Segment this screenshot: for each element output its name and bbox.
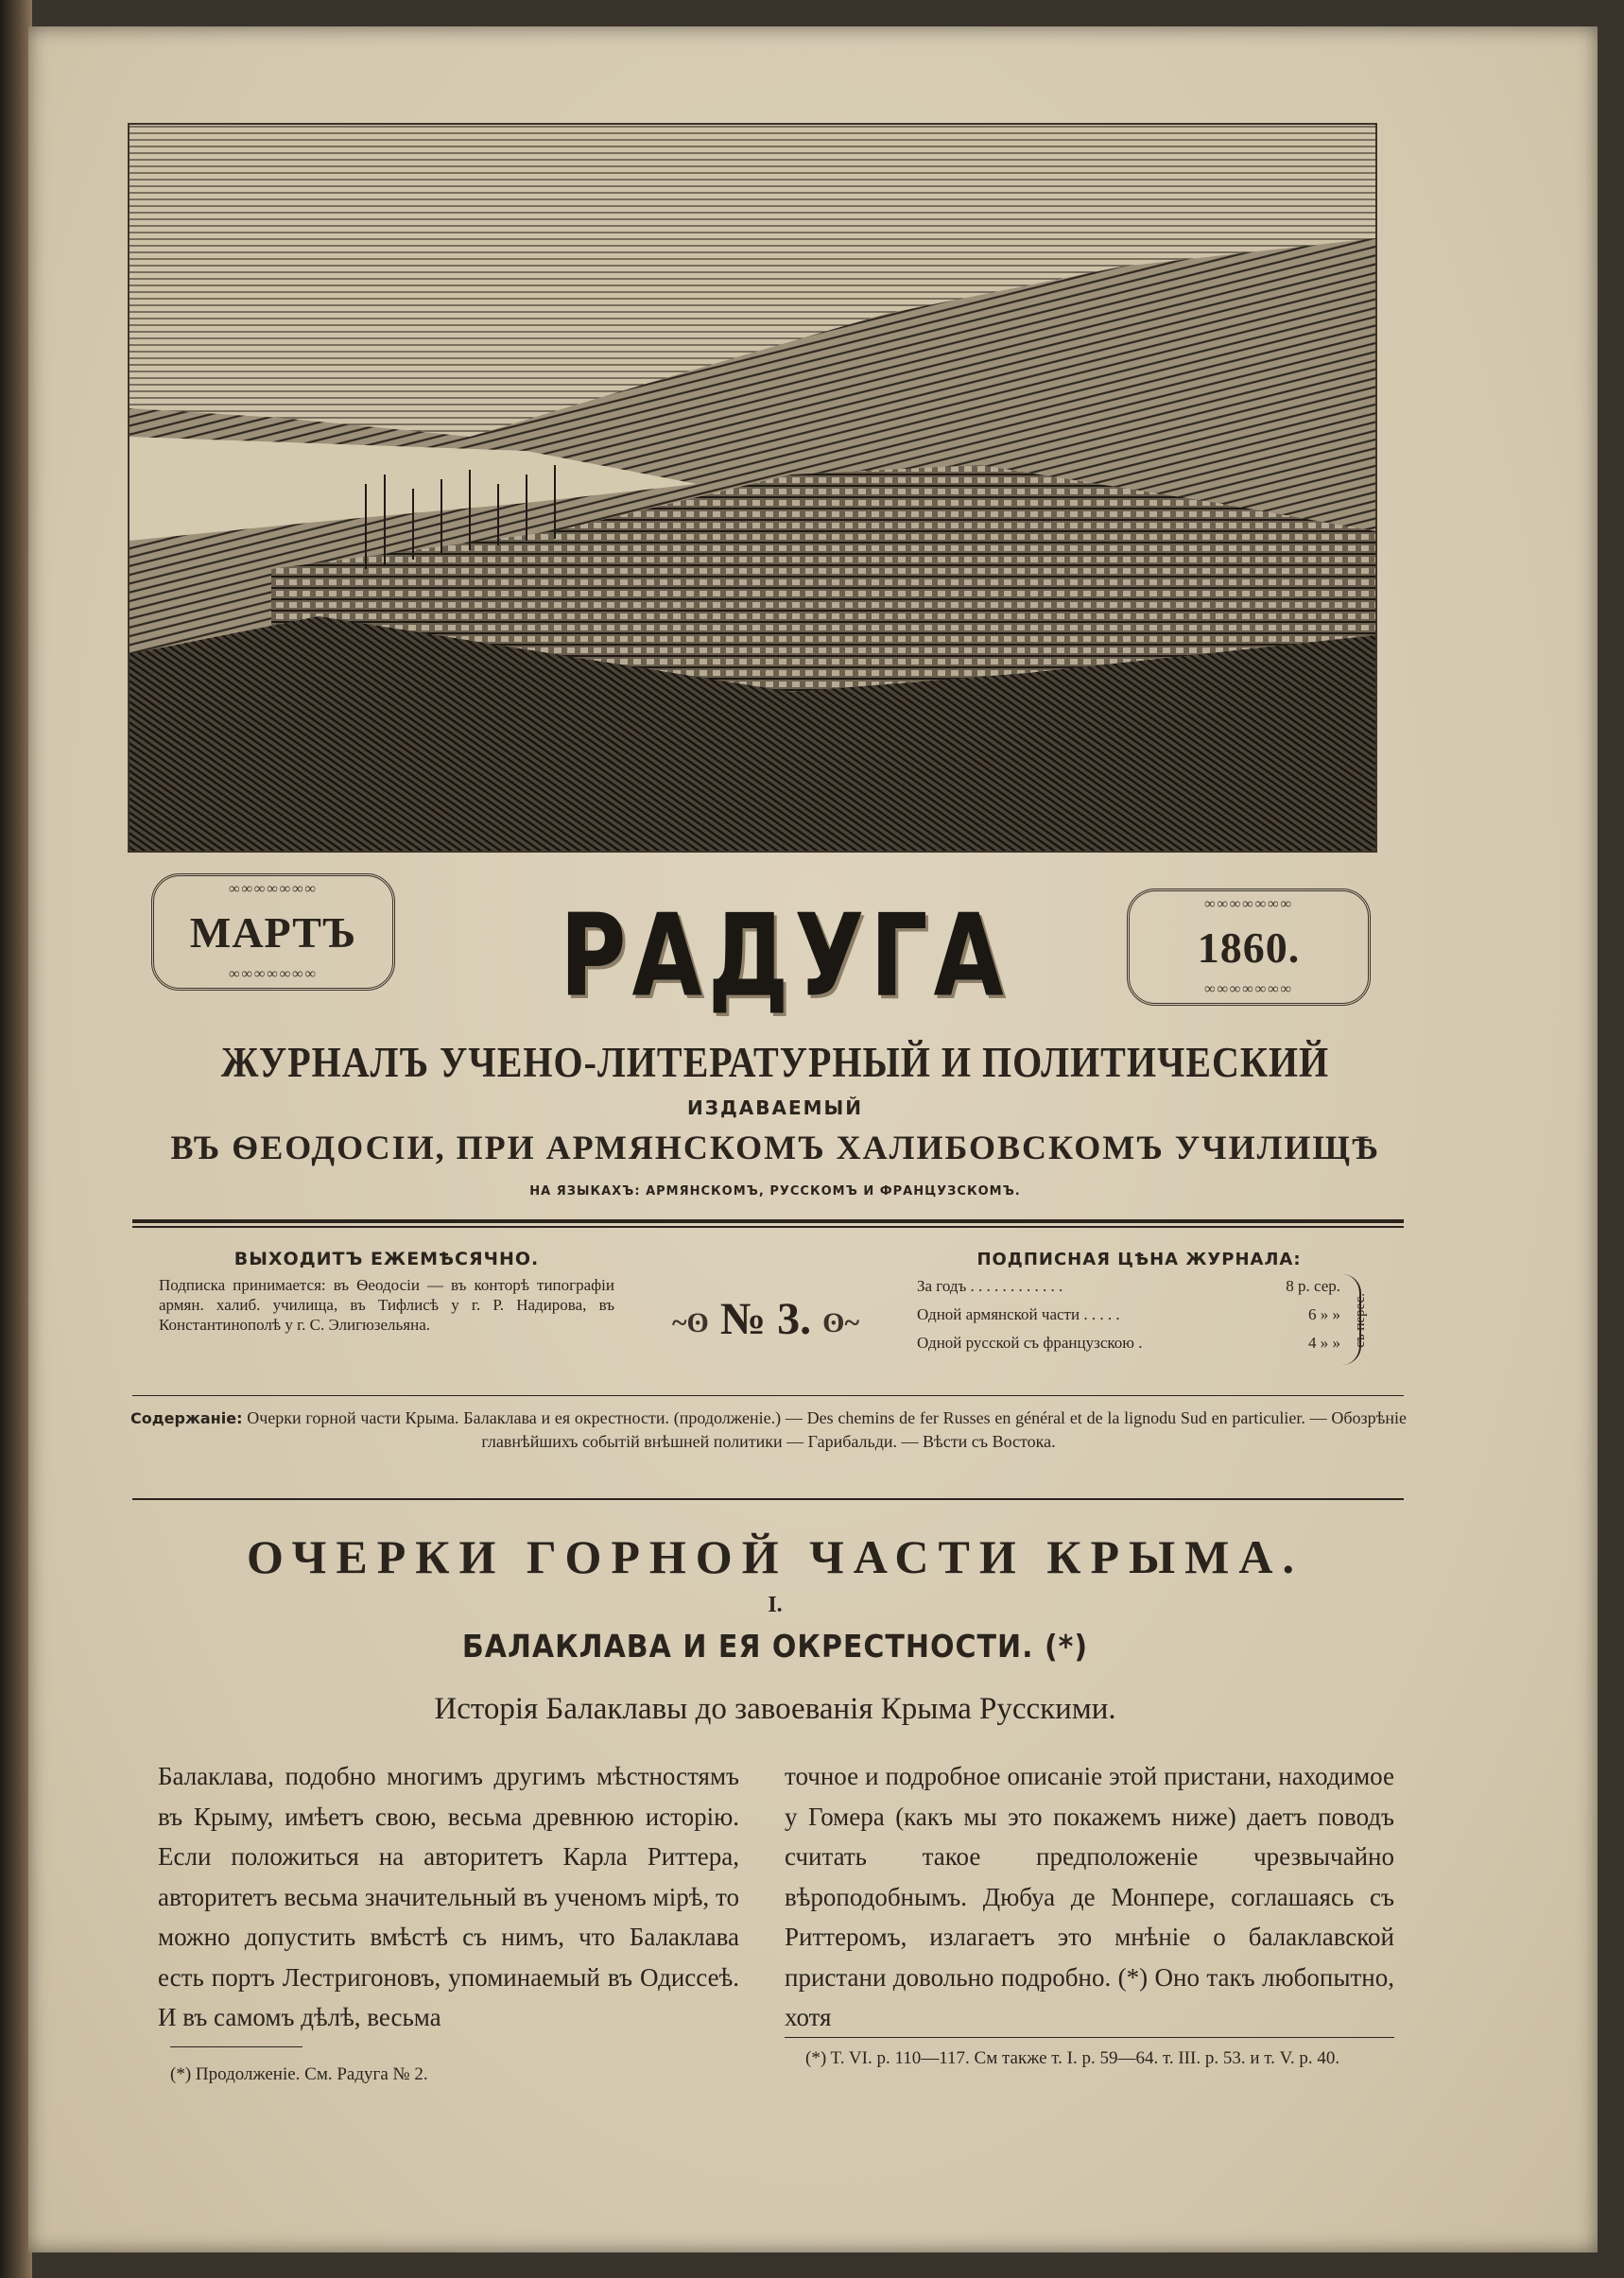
contents-text: Очерки горной части Крыма. Балаклава и ея окрестности. (продолженіе.) — Des chemins de fer Russes en général et de la lignodu Sud en particulier. — Обозрѣніе главнѣйшихъ событій внѣшней политики — Гарибальди. — Вѣсти съ Востока. bbox=[242, 1408, 1407, 1451]
header-rule bbox=[132, 1219, 1404, 1223]
journal-title: РАДУГА bbox=[560, 889, 1010, 1022]
publisher-line: ВЪ ѲЕОДОСІИ, ПРИ АРМЯНСКОМЪ ХАЛИБОВСКОМЪ УЧИЛИЩѢ bbox=[170, 1129, 1380, 1166]
price-list bbox=[917, 1250, 1368, 1357]
frequency-heading: ВЫХОДИТЪ ЕЖЕМѢСЯЧНО. bbox=[233, 1249, 540, 1269]
footnote-rule-left bbox=[170, 2046, 302, 2047]
price-row-label: Одной армянской части . . . . . bbox=[917, 1305, 1120, 1323]
contents-label: Содержаніе: bbox=[130, 1409, 243, 1427]
price-row-value: 8 р. сер. bbox=[1286, 1277, 1340, 1295]
price-row-label: Одной русской съ французскою . bbox=[917, 1334, 1143, 1352]
article-title: ОЧЕРКИ ГОРНОЙ ЧАСТИ КРЫМА. bbox=[247, 1530, 1304, 1583]
year-cartouche bbox=[1127, 889, 1371, 1006]
footnote-rule-right bbox=[785, 2037, 1394, 2038]
month-cartouche bbox=[151, 873, 395, 991]
subscription-text: Подписка принимается: въ Ѳеодосіи — въ конторѣ типографіи армян. халиб. училища, въ Тифлисѣ у г. Р. Надирова, въ Константинополѣ у г. С. Элигюзельяна. bbox=[159, 1276, 614, 1334]
price-heading: ПОДПИСНАЯ ЦѢНА ЖУРНАЛА: bbox=[976, 1250, 1302, 1269]
footnote-left: (*) Продолженіе. См. Радуга № 2. bbox=[170, 2064, 428, 2084]
book-binding bbox=[0, 0, 32, 2278]
contents-rule-top bbox=[132, 1395, 1404, 1396]
price-row bbox=[917, 1272, 1361, 1301]
issue-number bbox=[624, 1293, 907, 1345]
flourish-left-icon: ~ʘ bbox=[671, 1306, 709, 1338]
text-column-right: точное и подробное описаніе этой пристани, находимое у Гомера (какъ мы это покажемъ ниже) даетъ поводъ считать такое предположеніе чрезвычайно вѣроподобнымъ. Дюбуа де Монпере, соглашаясь съ Риттеромъ, излагаетъ это мнѣніе о балаклавской пристани довольно подробно. (*) Оно такъ любопытно, хотя bbox=[785, 1762, 1394, 2031]
footnote-right: (*) T. VI. p. 110—117. См также т. I. p. 59—64. т. III. p. 53. и т. V. p. 40. bbox=[805, 2048, 1340, 2068]
price-row bbox=[917, 1329, 1361, 1357]
text-column-left: Балаклава, подобно многимъ другимъ мѣстностямъ въ Крыму, имѣетъ свою, весьма древнюю исторію. Если положиться на авторитетъ Карла Риттера, авторитетъ весьма значительный въ ученомъ мірѣ, то можно допустить вмѣстѣ съ нимъ, что Балаклава есть портъ Лестригоновъ, упоминаемый въ Одиссеѣ. И въ самомъ дѣлѣ, весьма bbox=[158, 1762, 739, 2031]
engraving-drawing bbox=[130, 125, 1375, 851]
section-title: БАЛАКЛАВА И ЕЯ ОКРЕСТНОСТИ. (*) bbox=[461, 1629, 1089, 1665]
journal-subtitle: ЖУРНАЛЪ УЧЕНО-ЛИТЕРАТУРНЫЙ И ПОЛИТИЧЕСКИЙ bbox=[220, 1037, 1330, 1087]
engraving-illustration bbox=[128, 123, 1377, 853]
price-row-value: 6 » » bbox=[1308, 1305, 1340, 1323]
issue-label: № 3. bbox=[719, 1294, 812, 1344]
price-row bbox=[917, 1301, 1361, 1329]
subscription-info bbox=[159, 1250, 614, 1335]
table-of-contents bbox=[130, 1406, 1407, 1453]
languages-line: НА ЯЗЫКАХЪ: АРМЯНСКОМЪ, РУССКОМЪ И ФРАНЦУЗСКОМЪ. bbox=[529, 1184, 1021, 1199]
published-label: ИЗДАВАЕМЫЙ bbox=[687, 1096, 863, 1119]
price-row-label: За годъ . . . . . . . . . . . . bbox=[917, 1277, 1063, 1295]
section-subtitle: Исторія Балаклавы до завоеванія Крыма Русскими. bbox=[434, 1692, 1116, 1726]
price-row-value: 4 » » bbox=[1308, 1334, 1340, 1352]
year-label: ∞∞∞∞∞∞∞ 1860. bbox=[1197, 923, 1301, 972]
price-brace-note: съ перес. bbox=[1353, 1293, 1368, 1348]
flourish-right-icon: ʘ~ bbox=[822, 1306, 860, 1338]
contents-rule-bottom bbox=[132, 1498, 1404, 1500]
header-rule-thin bbox=[132, 1226, 1404, 1228]
month-label: ∞∞∞∞∞∞∞ МАРТЪ bbox=[189, 907, 357, 957]
chapter-number: I. bbox=[768, 1593, 783, 1617]
